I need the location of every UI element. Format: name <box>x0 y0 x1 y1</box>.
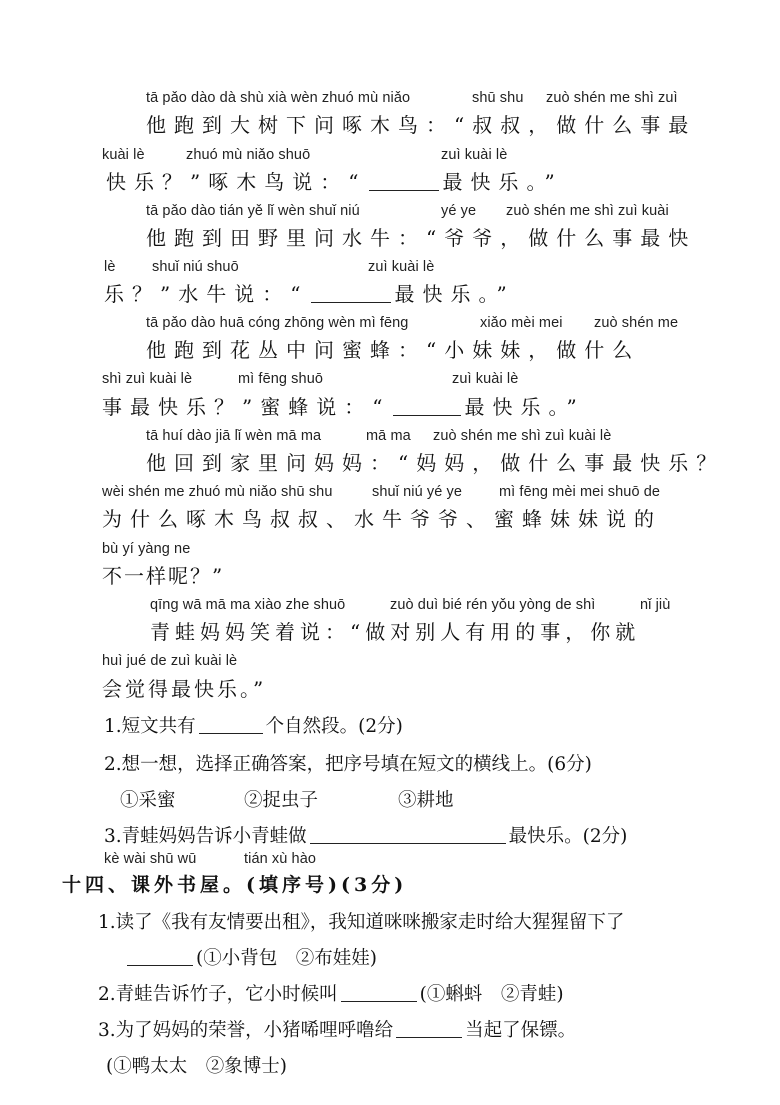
passage-text: 快乐？”啄木鸟说：“ 最快乐。” <box>106 170 563 194</box>
answer-blank[interactable] <box>396 1036 462 1038</box>
section-title: 十四、课外书屋。(填序号)(3分) <box>62 874 408 896</box>
passage-text: 他跑到大树下问啄木鸟：“叔叔，做什么事最 <box>146 113 697 137</box>
answer-blank[interactable] <box>341 1000 417 1002</box>
pinyin: tā pǎo dào dà shù xià wèn zhuó mù niǎo <box>146 90 411 106</box>
pinyin: mì fēng mèi mei shuō de <box>499 484 661 500</box>
answer-blank[interactable] <box>393 414 461 416</box>
pinyin: lè <box>104 259 116 275</box>
pinyin: zuì kuài lè <box>441 147 508 163</box>
pinyin: tā pǎo dào huā cóng zhōng wèn mì fēng <box>146 315 409 331</box>
question-1: 1.短文共有 个自然段。(2分) <box>104 716 403 737</box>
pinyin: huì jué de zuì kuài lè <box>102 653 238 669</box>
pinyin: shì zuì kuài lè <box>102 371 193 387</box>
pinyin: xiǎo mèi mei <box>480 315 563 331</box>
pinyin: kuài lè <box>102 147 145 163</box>
option-2: ②捉虫子 <box>244 790 319 811</box>
pinyin: tā huí dào jiā lǐ wèn mā ma <box>146 428 322 444</box>
reading-question-3: 3.为了妈妈的荣誉，小猪唏哩呼噜给 当起了保镖。 <box>98 1020 577 1041</box>
pinyin: zuò duì bié rén yǒu yòng de shì <box>390 597 596 613</box>
pinyin: shuǐ niú yé ye <box>372 484 463 500</box>
pinyin: shū shu <box>472 90 524 106</box>
passage-text: 事最快乐？”蜜蜂说：“ 最快乐。” <box>102 395 585 419</box>
pinyin: mì fēng shuō <box>238 371 324 387</box>
passage-text: 乐？”水牛说：“ 最快乐。” <box>104 282 515 306</box>
option-3: ③耕地 <box>398 790 454 811</box>
reading-question-1-line2: (①小背包 ②布娃娃) <box>124 944 377 970</box>
answer-blank[interactable] <box>311 301 391 303</box>
answer-blank[interactable] <box>199 732 263 734</box>
passage-text: 他跑到田野里问水牛：“爷爷，做什么事最快 <box>146 226 697 250</box>
pinyin: kè wài shū wū <box>104 851 197 867</box>
passage-text: 为什么啄木鸟叔叔、水牛爷爷、蜜蜂妹妹说的 <box>102 507 662 531</box>
reading-question-1: 1.读了《我有友情要出租》，我知道咪咪搬家走时给大猩猩留下了 <box>98 912 625 933</box>
passage-text: 他回到家里问妈妈：“妈妈，做什么事最快乐？ <box>146 451 725 475</box>
answer-blank[interactable] <box>369 189 439 191</box>
reading-question-2: 2.青蛙告诉竹子，它小时候叫 (①蝌蚪 ②青蛙) <box>98 984 564 1005</box>
passage-text: 会觉得最快乐。” <box>102 677 267 701</box>
pinyin: zuò shén me <box>594 315 679 331</box>
passage-text: 不一样呢？” <box>102 564 225 588</box>
question-2: 2.想一想，选择正确答案，把序号填在短文的横线上。(6分) <box>104 754 592 775</box>
pinyin: mā ma <box>366 428 411 444</box>
passage-text: 青蛙妈妈笑着说：“做对别人有用的事，你就 <box>150 620 641 644</box>
reading-question-3-options: (①鸭太太 ②象博士) <box>106 1056 287 1077</box>
question-3: 3.青蛙妈妈告诉小青蛙做 最快乐。(2分) <box>104 826 628 847</box>
pinyin: nǐ jiù <box>640 597 671 613</box>
pinyin: zhuó mù niǎo shuō <box>186 147 311 163</box>
pinyin: zuò shén me shì zuì <box>546 90 678 106</box>
option-1: ①采蜜 <box>120 790 176 811</box>
pinyin: bù yí yàng ne <box>102 541 191 557</box>
pinyin: qīng wā mā ma xiào zhe shuō <box>150 597 346 613</box>
passage-text: 他跑到花丛中问蜜蜂：“小妹妹，做什么 <box>146 338 641 362</box>
pinyin: shuǐ niú shuō <box>152 259 239 275</box>
pinyin: zuò shén me shì zuì kuài lè <box>433 428 612 444</box>
pinyin: zuò shén me shì zuì kuài <box>506 203 669 219</box>
pinyin: wèi shén me zhuó mù niǎo shū shu <box>102 484 333 500</box>
pinyin: zuì kuài lè <box>452 371 519 387</box>
pinyin: yé ye <box>441 203 477 219</box>
answer-blank[interactable] <box>310 842 506 844</box>
pinyin: tián xù hào <box>244 851 317 867</box>
pinyin: tā pǎo dào tián yě lǐ wèn shuǐ niú <box>146 203 360 219</box>
answer-blank[interactable] <box>127 964 193 966</box>
pinyin: zuì kuài lè <box>368 259 435 275</box>
